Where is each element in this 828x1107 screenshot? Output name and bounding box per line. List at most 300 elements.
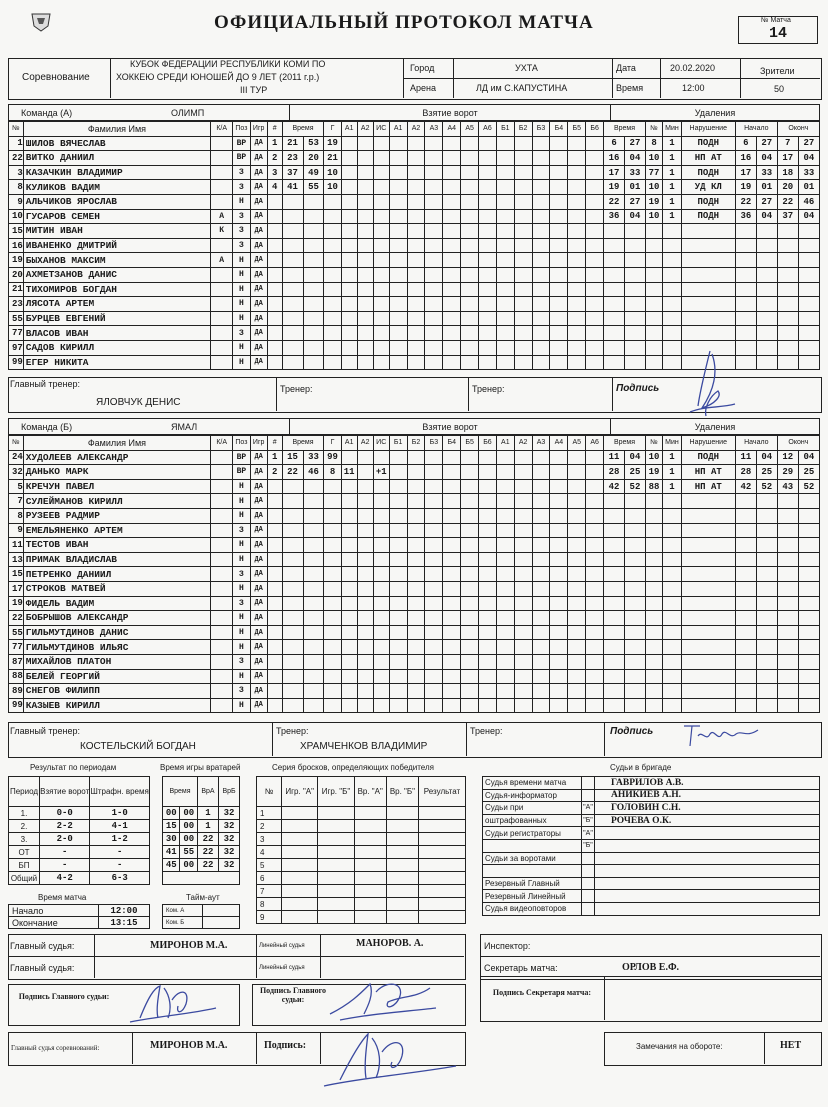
onice-cell bbox=[479, 684, 497, 699]
onice-cell bbox=[407, 654, 425, 669]
goal-g bbox=[324, 494, 341, 509]
goal-a2 bbox=[357, 640, 373, 655]
goal-a1 bbox=[341, 640, 357, 655]
time-value: 12:00 bbox=[682, 83, 705, 93]
penalty-ss: 27 bbox=[756, 194, 777, 209]
inspector-block bbox=[480, 934, 822, 980]
onice-cell bbox=[461, 494, 479, 509]
sig-secretary-label: Подпись Секретаря матча: bbox=[492, 988, 592, 997]
onice-cell bbox=[532, 625, 550, 640]
team-b-coach: ХРАМЧЕНКОВ ВЛАДИМИР bbox=[300, 741, 428, 752]
onice-cell bbox=[461, 311, 479, 326]
penalty-no: 10 bbox=[645, 151, 662, 166]
player-pos: Н bbox=[233, 581, 250, 596]
player-pos: Н bbox=[233, 267, 250, 282]
shootout-cell bbox=[354, 872, 386, 885]
col-p-min: Мин bbox=[663, 122, 681, 137]
gk-m: 15 bbox=[163, 820, 180, 833]
player-no: 99 bbox=[9, 698, 24, 713]
onice-cell bbox=[479, 596, 497, 611]
col-onice: Б6 bbox=[586, 122, 604, 137]
onice-cell bbox=[389, 311, 407, 326]
onice-cell bbox=[389, 340, 407, 355]
onice-cell bbox=[479, 523, 497, 538]
player-pos: Н bbox=[233, 698, 250, 713]
shootout-cell bbox=[282, 846, 318, 859]
onice-cell bbox=[496, 625, 514, 640]
onice-cell bbox=[514, 479, 532, 494]
referees-table bbox=[482, 776, 820, 916]
onice-cell bbox=[586, 282, 604, 297]
team-a-section bbox=[8, 104, 820, 370]
onice-cell bbox=[532, 684, 550, 699]
player-no: 87 bbox=[9, 654, 24, 669]
player-pos: Н bbox=[233, 611, 250, 626]
table-row bbox=[163, 807, 240, 820]
date-label: Дата bbox=[616, 63, 636, 73]
shootout-no: 7 bbox=[257, 885, 282, 898]
goal-g bbox=[324, 267, 341, 282]
penalty-ts bbox=[624, 494, 645, 509]
onice-cell bbox=[532, 508, 550, 523]
penalty-viol bbox=[681, 253, 735, 268]
onice-cell bbox=[568, 282, 586, 297]
player-name: ТЕСТОВ ИВАН bbox=[23, 538, 210, 553]
penalty-min bbox=[663, 669, 681, 684]
penalty-sm: 28 bbox=[735, 465, 756, 480]
timeout-label: Тайм-аут bbox=[186, 893, 220, 902]
onice-cell bbox=[496, 282, 514, 297]
col-p-no: № bbox=[645, 436, 662, 451]
penalty-em bbox=[777, 611, 798, 626]
onice-cell bbox=[514, 523, 532, 538]
player-no: 55 bbox=[9, 625, 24, 640]
player-name: ЛЯСОТА АРТЕМ bbox=[23, 297, 210, 312]
line-ref: МАНОРОВ. А. bbox=[356, 938, 424, 949]
onice-cell bbox=[586, 209, 604, 224]
penalty-es: 04 bbox=[798, 209, 819, 224]
table-row bbox=[483, 890, 820, 903]
penalty-no bbox=[645, 684, 662, 699]
onice-cell bbox=[532, 297, 550, 312]
goal-g: 21 bbox=[324, 151, 341, 166]
inspector-label: Инспектор: bbox=[484, 941, 531, 951]
periods-h-goals: Взятие ворот bbox=[40, 777, 90, 807]
player-name: КАЗЫЕВ КИРИЛЛ bbox=[23, 698, 210, 713]
player-name: БЕЛЕЙ ГЕОРГИЙ bbox=[23, 669, 210, 684]
goal-n bbox=[267, 297, 282, 312]
goal-a2 bbox=[357, 151, 373, 166]
periods-table bbox=[8, 776, 150, 885]
onice-cell bbox=[461, 669, 479, 684]
onice-cell bbox=[514, 611, 532, 626]
onice-cell bbox=[479, 450, 497, 465]
shootout-cell bbox=[419, 846, 466, 859]
player-name: ТИХОМИРОВ БОГДАН bbox=[23, 282, 210, 297]
city-value: УХТА bbox=[515, 63, 538, 73]
goal-a2 bbox=[357, 326, 373, 341]
player-name: СУЛЕЙМАНОВ КИРИЛЛ bbox=[23, 494, 210, 509]
goal-a1 bbox=[341, 355, 357, 370]
player-no: 3 bbox=[9, 165, 24, 180]
onice-cell bbox=[407, 669, 425, 684]
onice-cell bbox=[514, 194, 532, 209]
goal-n bbox=[267, 253, 282, 268]
penalty-min bbox=[663, 282, 681, 297]
penalty-em bbox=[777, 669, 798, 684]
goal-a2 bbox=[357, 450, 373, 465]
penalty-tm: 28 bbox=[604, 465, 625, 480]
table-row bbox=[9, 238, 820, 253]
onice-cell bbox=[443, 282, 461, 297]
penalty-viol: ПОДН bbox=[681, 209, 735, 224]
goal-n bbox=[267, 355, 282, 370]
penalty-tm: 17 bbox=[604, 165, 625, 180]
player-igr: ДА bbox=[250, 326, 267, 341]
period-goals: 2-0 bbox=[40, 833, 90, 846]
onice-cell bbox=[407, 136, 425, 151]
penalty-es: 46 bbox=[798, 194, 819, 209]
penalty-sm bbox=[735, 253, 756, 268]
col-is: ИС bbox=[373, 436, 389, 451]
onice-cell bbox=[586, 297, 604, 312]
player-name: ДАНЬКО МАРК bbox=[23, 465, 210, 480]
competition-line-1: КУБОК ФЕДЕРАЦИИ РЕСПУБЛИКИ КОМИ ПО bbox=[130, 59, 326, 69]
onice-cell bbox=[586, 611, 604, 626]
onice-cell bbox=[425, 194, 443, 209]
onice-cell bbox=[496, 450, 514, 465]
onice-cell bbox=[514, 625, 532, 640]
ref-role bbox=[483, 839, 582, 852]
penalty-ss: 01 bbox=[756, 180, 777, 195]
goal-g bbox=[324, 479, 341, 494]
penalty-sm bbox=[735, 538, 756, 553]
col-onice: А6 bbox=[586, 436, 604, 451]
player-name: БЫХАНОВ МАКСИМ bbox=[23, 253, 210, 268]
penalty-no: 10 bbox=[645, 209, 662, 224]
penalty-ts bbox=[624, 669, 645, 684]
onice-cell bbox=[461, 267, 479, 282]
goal-g bbox=[324, 194, 341, 209]
team-b-head-coach: КОСТЕЛЬСКИЙ БОГДАН bbox=[80, 741, 196, 752]
shootout-cell bbox=[354, 898, 386, 911]
player-name: ХУДОЛЕЕВ АЛЕКСАНДР bbox=[23, 450, 210, 465]
col-onice: Б3 bbox=[532, 122, 550, 137]
penalty-sm bbox=[735, 297, 756, 312]
onice-cell bbox=[568, 494, 586, 509]
goal-a1 bbox=[341, 267, 357, 282]
goal-s: 46 bbox=[303, 465, 324, 480]
team_b-penalties-title: Удаления bbox=[611, 419, 820, 435]
onice-cell bbox=[443, 355, 461, 370]
onice-cell bbox=[550, 326, 568, 341]
table-row bbox=[9, 669, 820, 684]
table-row bbox=[9, 611, 820, 626]
period-goals: 0-0 bbox=[40, 807, 90, 820]
onice-cell bbox=[496, 151, 514, 166]
goal-a1 bbox=[341, 494, 357, 509]
onice-cell bbox=[407, 698, 425, 713]
goal-g bbox=[324, 669, 341, 684]
onice-cell bbox=[496, 640, 514, 655]
onice-cell bbox=[496, 180, 514, 195]
penalty-min bbox=[663, 508, 681, 523]
spectators-label: Зрители bbox=[760, 66, 795, 76]
col-a1: А1 bbox=[341, 436, 357, 451]
player-ka bbox=[211, 669, 233, 684]
table-row bbox=[483, 865, 820, 878]
onice-cell bbox=[550, 311, 568, 326]
ref-role: Судьи при bbox=[483, 802, 582, 815]
penalty-viol bbox=[681, 669, 735, 684]
penalty-es bbox=[798, 581, 819, 596]
onice-cell bbox=[550, 465, 568, 480]
penalty-no bbox=[645, 523, 662, 538]
table-row bbox=[9, 567, 820, 582]
goal-a1 bbox=[341, 209, 357, 224]
goal-n bbox=[267, 611, 282, 626]
onice-cell bbox=[425, 538, 443, 553]
goal-is bbox=[373, 596, 389, 611]
penalty-viol bbox=[681, 523, 735, 538]
shootout-no: 9 bbox=[257, 911, 282, 924]
period-pen: 1-0 bbox=[90, 807, 150, 820]
goal-n bbox=[267, 640, 282, 655]
goal-n: 3 bbox=[267, 165, 282, 180]
onice-cell bbox=[461, 165, 479, 180]
col-p-time: Время bbox=[604, 122, 646, 137]
table-row bbox=[9, 820, 150, 833]
penalty-em bbox=[777, 567, 798, 582]
onice-cell bbox=[407, 611, 425, 626]
arena-label: Арена bbox=[410, 83, 436, 93]
onice-cell bbox=[496, 567, 514, 582]
penalty-viol bbox=[681, 297, 735, 312]
goal-a1 bbox=[341, 523, 357, 538]
secretary-label: Секретарь матча: bbox=[484, 963, 558, 973]
goal-g bbox=[324, 355, 341, 370]
onice-cell bbox=[496, 654, 514, 669]
penalty-viol: НП АТ bbox=[681, 465, 735, 480]
penalty-no bbox=[645, 224, 662, 239]
onice-cell bbox=[586, 567, 604, 582]
player-pos: Н bbox=[233, 625, 250, 640]
player-name: АЛЬЧИКОВ ЯРОСЛАВ bbox=[23, 194, 210, 209]
onice-cell bbox=[479, 253, 497, 268]
onice-cell bbox=[389, 654, 407, 669]
player-pos: З bbox=[233, 567, 250, 582]
onice-cell bbox=[532, 311, 550, 326]
penalty-min bbox=[663, 640, 681, 655]
shootout-cell bbox=[354, 859, 386, 872]
table-row bbox=[257, 911, 466, 924]
shootout-cell bbox=[318, 859, 354, 872]
main-ref: МИРОНОВ М.А. bbox=[150, 940, 228, 951]
table-row bbox=[9, 151, 820, 166]
goal-n: 1 bbox=[267, 450, 282, 465]
goal-m bbox=[282, 224, 303, 239]
goal-a2 bbox=[357, 282, 373, 297]
goal-a1 bbox=[341, 311, 357, 326]
onice-cell bbox=[532, 538, 550, 553]
player-pos: Н bbox=[233, 311, 250, 326]
goal-a1 bbox=[341, 151, 357, 166]
shootout-no: 4 bbox=[257, 846, 282, 859]
col-p-end: Оконч bbox=[777, 436, 819, 451]
player-no: 99 bbox=[9, 355, 24, 370]
team-a-signature-label: Подпись bbox=[616, 383, 660, 394]
player-igr: ДА bbox=[250, 340, 267, 355]
shootout-cell bbox=[386, 833, 418, 846]
goal-is bbox=[373, 238, 389, 253]
penalty-ss bbox=[756, 238, 777, 253]
ref-name bbox=[595, 877, 820, 890]
ref-name: АНИКИЕВ А.Н. bbox=[595, 789, 820, 802]
penalty-ss: 33 bbox=[756, 165, 777, 180]
col-time: Время bbox=[282, 436, 324, 451]
onice-cell bbox=[586, 654, 604, 669]
table-row bbox=[257, 872, 466, 885]
onice-cell bbox=[407, 596, 425, 611]
goal-is bbox=[373, 209, 389, 224]
penalty-em: 20 bbox=[777, 180, 798, 195]
onice-cell bbox=[479, 567, 497, 582]
main-ref-signature bbox=[120, 978, 220, 1028]
penalty-em bbox=[777, 523, 798, 538]
player-name: КАЗАЧКИН ВЛАДИМИР bbox=[23, 165, 210, 180]
penalty-ts bbox=[624, 552, 645, 567]
team-a-head-coach: ЯЛОВЧУК ДЕНИС bbox=[96, 397, 181, 408]
date-value: 20.02.2020 bbox=[670, 63, 716, 73]
penalty-ts: 04 bbox=[624, 209, 645, 224]
col-onice: Б1 bbox=[389, 436, 407, 451]
penalty-ss bbox=[756, 552, 777, 567]
player-pos: З bbox=[233, 654, 250, 669]
onice-cell bbox=[389, 136, 407, 151]
main-ref2-signature bbox=[320, 974, 440, 1024]
penalty-ss bbox=[756, 340, 777, 355]
goal-is bbox=[373, 581, 389, 596]
goal-s bbox=[303, 567, 324, 582]
table-row bbox=[9, 640, 820, 655]
penalty-ts bbox=[624, 355, 645, 370]
onice-cell bbox=[443, 450, 461, 465]
goal-a1 bbox=[341, 567, 357, 582]
goal-is bbox=[373, 326, 389, 341]
col-onice: Б2 bbox=[514, 122, 532, 137]
goal-a1 bbox=[341, 611, 357, 626]
shootout-cell bbox=[386, 872, 418, 885]
penalty-no bbox=[645, 508, 662, 523]
onice-cell bbox=[479, 165, 497, 180]
onice-cell bbox=[550, 136, 568, 151]
player-name: ПРИМАК ВЛАДИСЛАВ bbox=[23, 552, 210, 567]
team-b-signature bbox=[680, 720, 764, 750]
onice-cell bbox=[550, 340, 568, 355]
shootout-cell bbox=[282, 807, 318, 820]
table-row bbox=[9, 136, 820, 151]
table-row bbox=[483, 827, 820, 840]
player-pos: Н bbox=[233, 253, 250, 268]
goal-is bbox=[373, 282, 389, 297]
onice-cell bbox=[461, 326, 479, 341]
onice-cell bbox=[532, 567, 550, 582]
player-igr: ДА bbox=[250, 209, 267, 224]
goal-is bbox=[373, 355, 389, 370]
goal-a1 bbox=[341, 581, 357, 596]
gk-table bbox=[162, 776, 240, 885]
ref-name: ГАВРИЛОВ А.В. bbox=[595, 777, 820, 790]
col-onice: А4 bbox=[443, 122, 461, 137]
onice-cell bbox=[532, 224, 550, 239]
col-a1: А1 bbox=[341, 122, 357, 137]
onice-cell bbox=[389, 494, 407, 509]
team_b-name: ЯМАЛ bbox=[171, 419, 290, 435]
table-row bbox=[9, 807, 150, 820]
penalty-ss: 25 bbox=[756, 465, 777, 480]
onice-cell bbox=[479, 326, 497, 341]
player-ka bbox=[211, 538, 233, 553]
gk-b: 32 bbox=[219, 820, 240, 833]
player-igr: ДА bbox=[250, 479, 267, 494]
onice-cell bbox=[461, 253, 479, 268]
col-p-viol: Нарушение bbox=[681, 122, 735, 137]
onice-cell bbox=[568, 552, 586, 567]
onice-cell bbox=[514, 355, 532, 370]
player-igr: ДА bbox=[250, 355, 267, 370]
onice-cell bbox=[586, 180, 604, 195]
onice-cell bbox=[461, 596, 479, 611]
player-pos: Н bbox=[233, 669, 250, 684]
onice-cell bbox=[389, 508, 407, 523]
penalty-sm bbox=[735, 508, 756, 523]
penalty-ss bbox=[756, 567, 777, 582]
goal-a2 bbox=[357, 253, 373, 268]
gk-a: 1 bbox=[197, 807, 218, 820]
onice-cell bbox=[496, 479, 514, 494]
onice-cell bbox=[568, 209, 586, 224]
goal-a1 bbox=[341, 340, 357, 355]
onice-cell bbox=[443, 165, 461, 180]
team_a-penalties-title: Удаления bbox=[611, 105, 820, 121]
onice-cell bbox=[532, 494, 550, 509]
gk-m: 30 bbox=[163, 833, 180, 846]
onice-cell bbox=[389, 180, 407, 195]
ref-role: оштрафованных bbox=[483, 814, 582, 827]
goal-s bbox=[303, 669, 324, 684]
onice-cell bbox=[568, 465, 586, 480]
penalty-ts bbox=[624, 523, 645, 538]
team-a-coach2-label: Тренер: bbox=[472, 384, 505, 394]
goal-m bbox=[282, 538, 303, 553]
shootout-no: 5 bbox=[257, 859, 282, 872]
goal-m bbox=[282, 311, 303, 326]
goal-s bbox=[303, 253, 324, 268]
player-igr: ДА bbox=[250, 523, 267, 538]
goal-is bbox=[373, 136, 389, 151]
team-b-section bbox=[8, 418, 820, 713]
penalty-min bbox=[663, 581, 681, 596]
onice-cell bbox=[389, 684, 407, 699]
onice-cell bbox=[586, 581, 604, 596]
onice-cell bbox=[479, 611, 497, 626]
team_b-roster-table bbox=[8, 435, 820, 713]
shootout-cell bbox=[318, 833, 354, 846]
player-igr: ДА bbox=[250, 282, 267, 297]
shootout-cell bbox=[386, 911, 418, 924]
player-no: 77 bbox=[9, 640, 24, 655]
penalty-em bbox=[777, 654, 798, 669]
